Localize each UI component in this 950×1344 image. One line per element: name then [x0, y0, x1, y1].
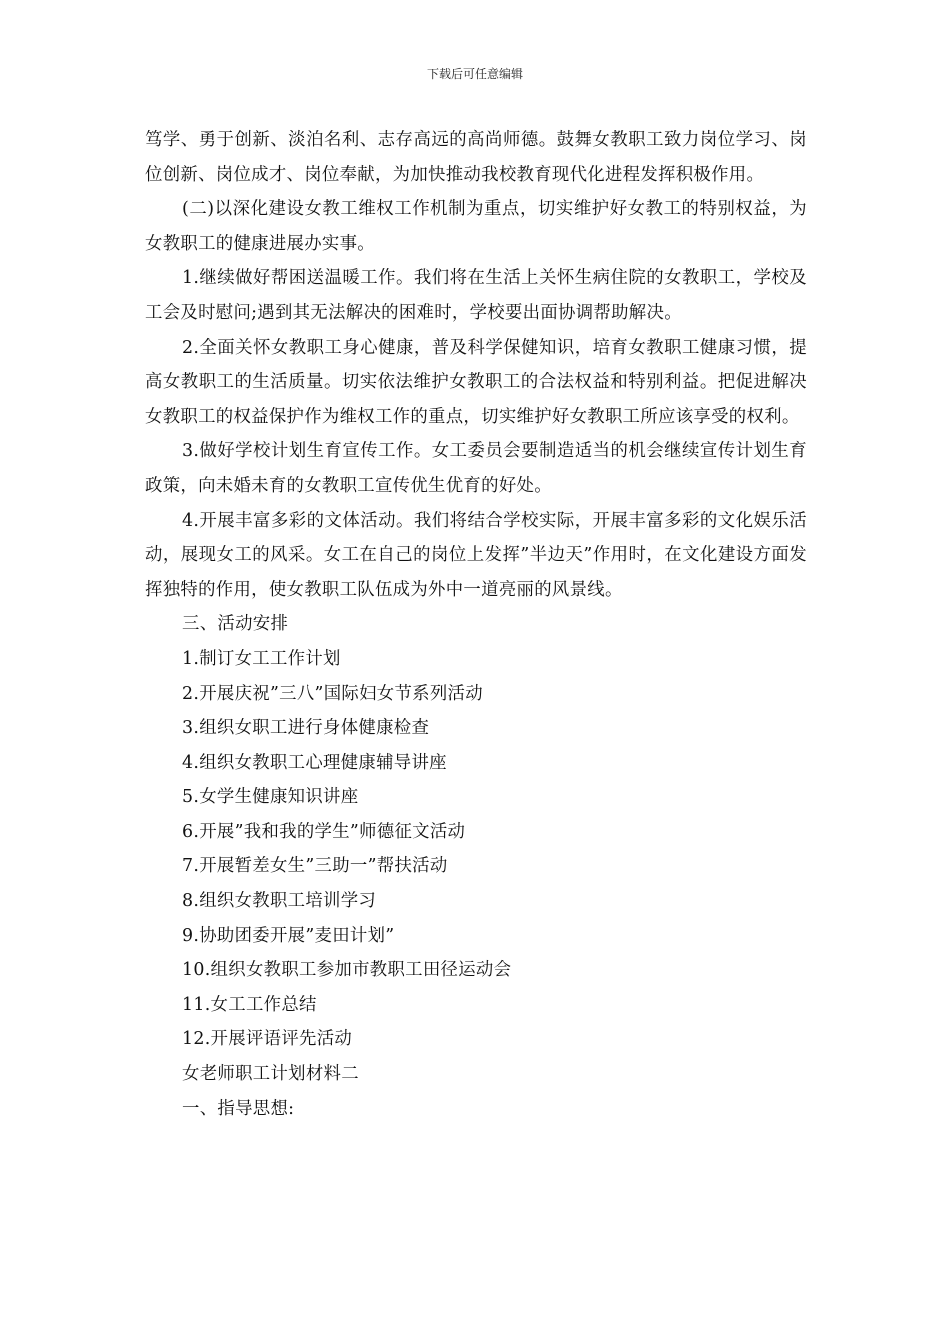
paragraph-item-1: 1.继续做好帮困送温暖工作。我们将在生活上关怀生病住院的女教职工，学校及工会及时慰问;遇到其无法解决的困难时，学校要出面协调帮助解决。	[145, 268, 807, 323]
activity-list-item: 10.组织女教职工参加市教职工田径运动会	[182, 960, 512, 981]
activity-list-item: 1.制订女工工作计划	[182, 648, 341, 669]
activity-list-item: 2.开展庆祝”三八”国际妇女节系列活动	[182, 683, 483, 704]
activity-list-item: 4.组织女教职工心理健康辅导讲座	[182, 752, 447, 773]
activity-list-item: 5.女学生健康知识讲座	[182, 787, 359, 808]
paragraph-item-3: 3.做好学校计划生育宣传工作。女工委员会要制造适当的机会继续宣传计划生育政策，向未婚未育的女教职工宣传优生优育的好处。	[145, 441, 807, 496]
activity-list-item: 12.开展评语评先活动	[182, 1029, 353, 1050]
page-header-note: 下载后可任意编辑	[426, 67, 523, 81]
paragraph-section-two: (二)以深化建设女教工维权工作机制为重点，切实维护好女教工的特别权益，为女教职工的健康进展办实事。	[145, 199, 807, 254]
paragraph-item-4: 4.开展丰富多彩的文体活动。我们将结合学校实际，开展丰富多彩的文化娱乐活动，展现女工的风采。女工在自己的岗位上发挥”半边天”作用时，在文化建设方面发挥独特的作用，使女教职工队伍成为外中一道亮丽的风景线。	[145, 510, 807, 600]
activity-list-item: 9.协助团委开展”麦田计划”	[182, 925, 395, 946]
activity-list-item: 6.开展”我和我的学生”师德征文活动	[182, 821, 466, 842]
material-two-title: 女老师职工计划材料二	[182, 1064, 359, 1085]
activity-list-item: 3.组织女职工进行身体健康检查	[182, 718, 430, 739]
paragraph-continuation: 笃学、勇于创新、淡泊名利、志存高远的高尚师德。鼓舞女教职工致力岗位学习、岗位创新、岗位成才、岗位奉献，为加快推动我校教育现代化进程发挥积极作用。	[145, 130, 807, 185]
activity-list-item: 8.组织女教职工培训学习	[182, 891, 377, 912]
activity-list-item: 7.开展暂差女生”三助一”帮扶活动	[182, 856, 448, 877]
section-heading-activities: 三、活动安排	[182, 614, 289, 635]
activity-list-item: 11.女工工作总结	[182, 994, 317, 1015]
paragraph-item-2: 2.全面关怀女教职工身心健康，普及科学保健知识，培育女教职工健康习惯，提高女教职工的生活质量。切实依法维护女教职工的合法权益和特别利益。把促进解决女教职工的权益保护作为维权工作的重点，切实维护好女教职工所应该享受的权利。	[145, 337, 807, 427]
document-body	[145, 123, 807, 1126]
section-heading-guiding-thought: 一、指导思想:	[182, 1098, 295, 1119]
